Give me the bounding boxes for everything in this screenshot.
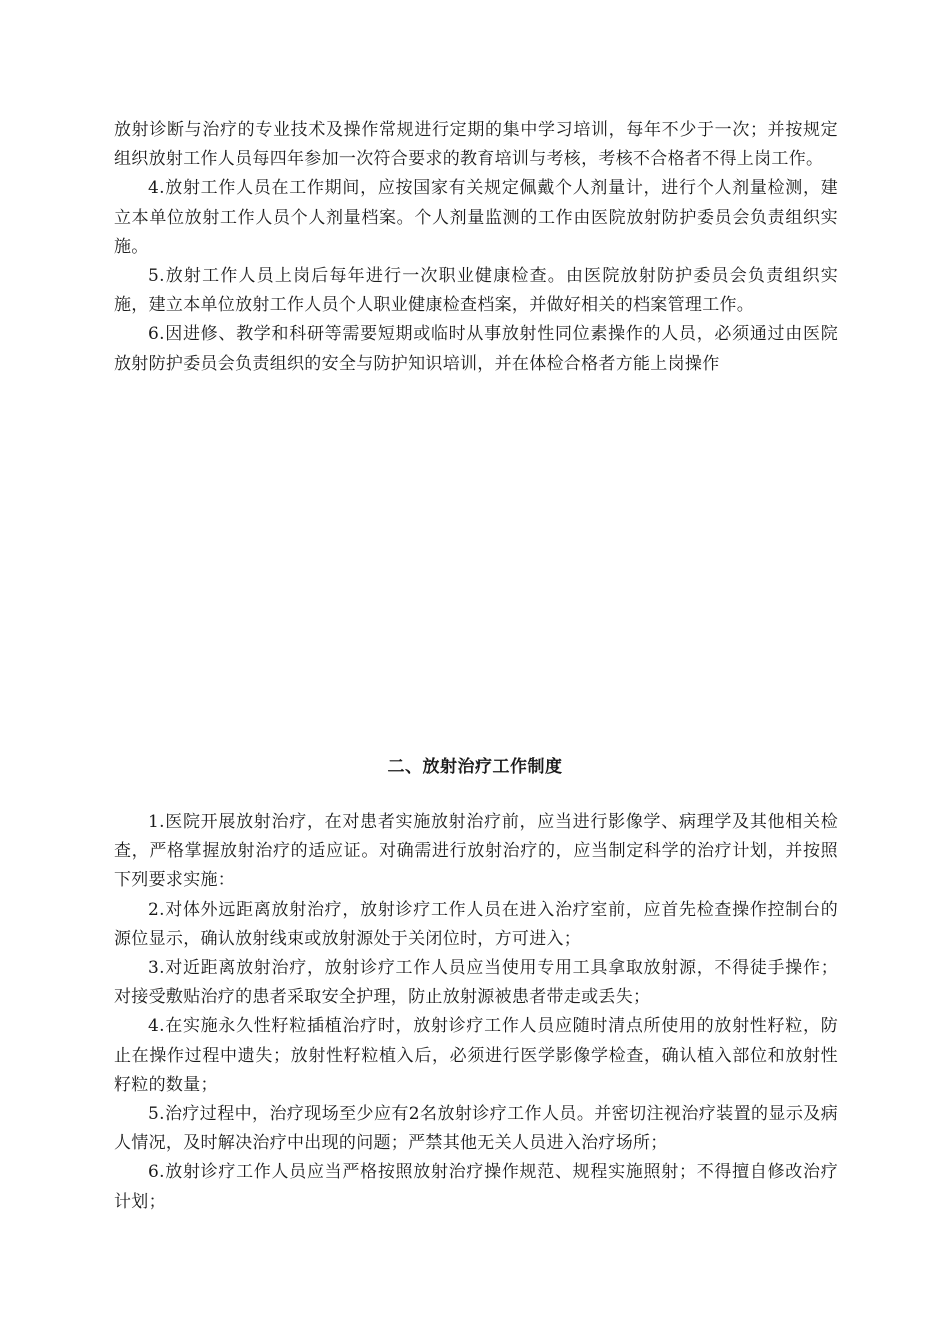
- rule-item-3: 3.对近距离放射治疗，放射诊疗工作人员应当使用专用工具拿取放射源，不得徒手操作；对接受敷贴治疗的患者采取安全护理，防止放射源被患者带走或丢失；: [114, 958, 838, 1008]
- section-heading: 二、放射治疗工作制度: [387, 757, 563, 777]
- paragraph-item-6: 6.因进修、教学和科研等需要短期或临时从事放射性同位素操作的人员，必须通过由医院放射防护委员会负责组织的安全与防护知识培训，并在体检合格者方能上岗操作: [114, 324, 838, 374]
- rule-item-5: 5.治疗过程中，治疗现场至少应有2名放射诊疗工作人员。并密切注视治疗装置的显示及病人情况，及时解决治疗中出现的问题；严禁其他无关人员进入治疗场所；: [114, 1104, 838, 1154]
- paragraph-item-5: 5.放射工作人员上岗后每年进行一次职业健康检查。由医院放射防护委员会负责组织实施，建立本单位放射工作人员个人职业健康检查档案，并做好相关的档案管理工作。: [114, 266, 838, 316]
- rule-item-2: 2.对体外远距离放射治疗，放射诊疗工作人员在进入治疗室前，应首先检查操作控制台的源位显示，确认放射线束或放射源处于关闭位时，方可进入；: [114, 899, 838, 949]
- rule-item-4: 4.在实施永久性籽粒插植治疗时，放射诊疗工作人员应随时清点所使用的放射性籽粒，防止在操作过程中遗失；放射性籽粒植入后，必须进行医学影像学检查，确认植入部位和放射性籽粒的数量；: [114, 1016, 838, 1095]
- rule-item-1: 1.医院开展放射治疗，在对患者实施放射治疗前，应当进行影像学、病理学及其他相关检查，严格掌握放射治疗的适应证。对确需进行放射治疗的，应当制定科学的治疗计划，并按照下列要求实施：: [114, 812, 838, 891]
- top-text-block: [114, 116, 838, 379]
- rule-item-6: 6.放射诊疗工作人员应当严格按照放射治疗操作规范、规程实施照射；不得擅自修改治疗计划；: [114, 1162, 838, 1212]
- section-two-text-block: [114, 808, 838, 1217]
- paragraph-item-4: 4.放射工作人员在工作期间，应按国家有关规定佩戴个人剂量计，进行个人剂量检测，建立本单位放射工作人员个人剂量档案。个人剂量监测的工作由医院放射防护委员会负责组织实施。: [114, 178, 838, 257]
- paragraph-continuation: 放射诊断与治疗的专业技术及操作常规进行定期的集中学习培训，每年不少于一次；并按规定组织放射工作人员每四年参加一次符合要求的教育培训与考核，考核不合格者不得上岗工作。: [114, 120, 838, 170]
